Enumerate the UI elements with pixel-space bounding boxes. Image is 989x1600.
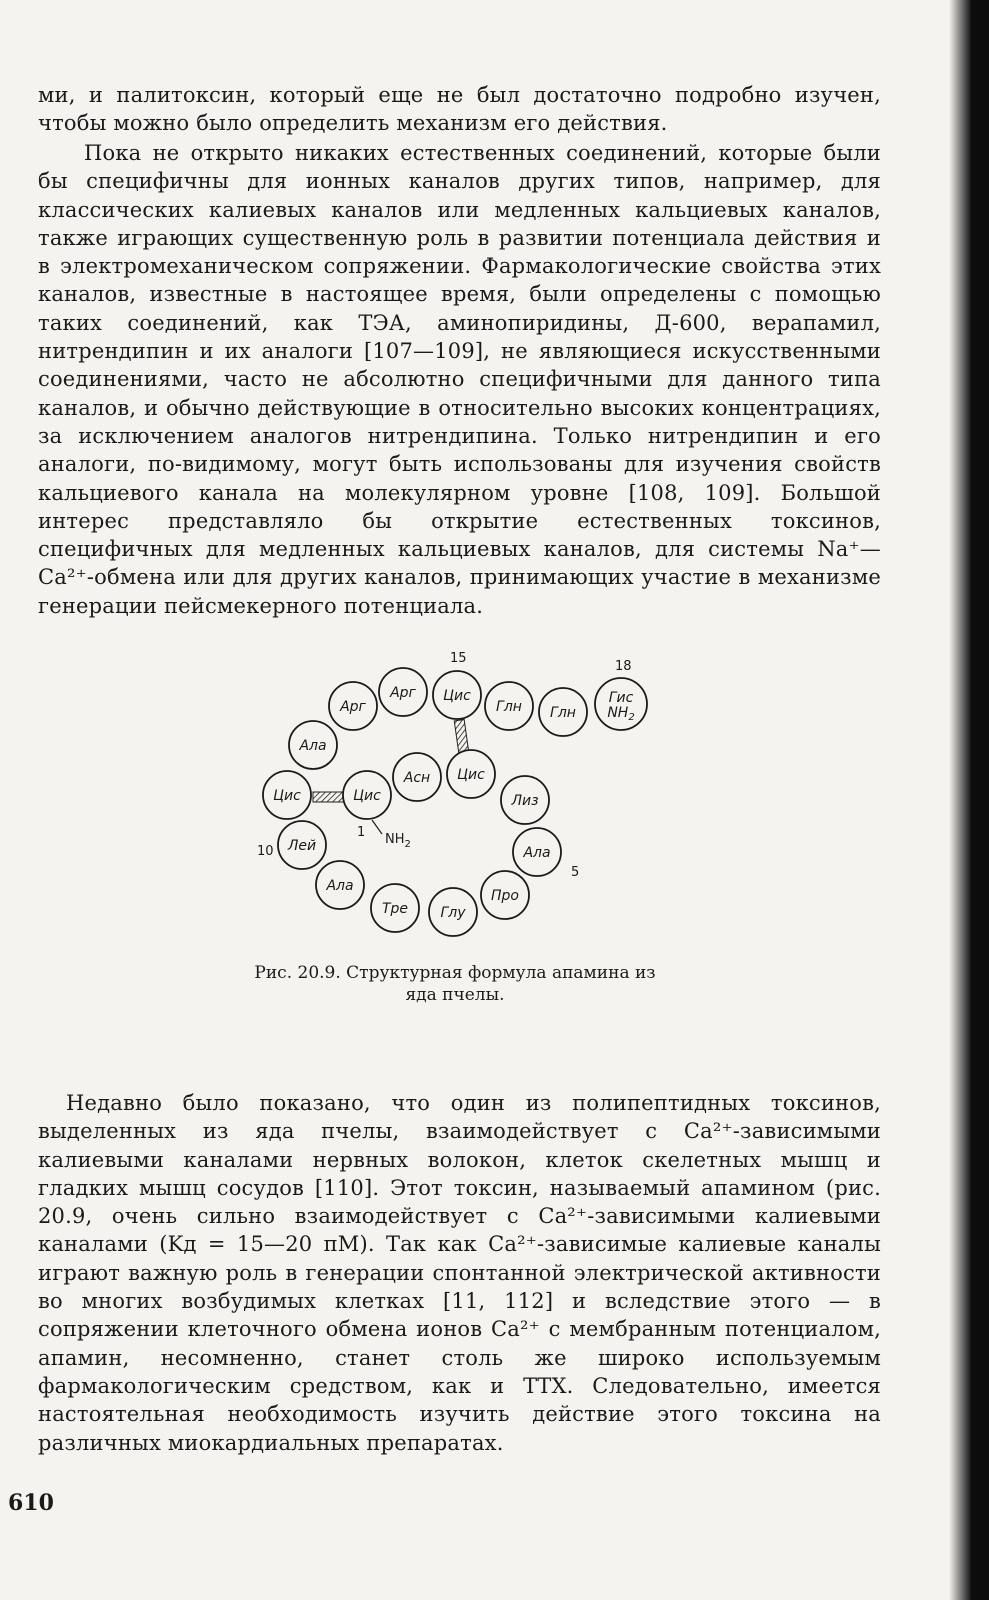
number-1: 1	[357, 825, 366, 840]
label-his-18-line1: Гис	[608, 690, 634, 706]
paragraph-1: ми, и палитоксин, который еще не был достаточно подробно изучен, чтобы можно было определить механизм его действия.	[38, 83, 881, 136]
figure-caption: Рис. 20.9. Структурная формула апамина из яда пчелы.	[254, 963, 656, 1005]
apamin-structure-diagram	[245, 640, 675, 950]
label-cys-15: Цис	[443, 688, 471, 704]
scan-edge-bar	[971, 0, 989, 1600]
label-glu-7: Глу	[440, 905, 466, 921]
number-18: 18	[615, 659, 632, 674]
label-ala-12: Ала	[299, 738, 327, 754]
paragraph-3: Недавно было показано, что один из полипептидных токсинов, выделенных из яда пчелы, взаимодействует с Ca²⁺-зависимыми калиевыми каналами нервных волокон, клеток скелетных мышц и гладких мышц сосудов [110]. Этот токсин, называемый апамином (рис. 20.9, очень сильно взаимодействует с Ca²⁺-зависимыми калиевыми каналами (Kд = 15—20 пМ). Так как Ca²⁺-зависимые калиевые каналы играют важную роль в генерации спонтанной электрической активности во многих возбудимых клетках [11, 112] и вследствие этого — в сопряжении клеточного обмена ионов Ca²⁺ с мембранным потенциалом, апамин, несомненно, станет столь же широко используемым фармакологическим средством, как и ТТХ. Следовательно, имеется настоятельная необходимость изучить действие этого токсина на различных миокардиальных препаратах.	[38, 1091, 881, 1455]
label-cys-1: Цис	[353, 788, 381, 804]
n-terminal-label: $NH_2$	[385, 832, 411, 850]
n-terminal-bond	[372, 820, 382, 834]
number-10: 10	[257, 844, 274, 859]
apamin-structure-figure	[245, 640, 675, 950]
label-arg-14: Арг	[390, 685, 416, 701]
label-arg-13: Арг	[340, 699, 366, 715]
label-lys-4: Лиз	[511, 793, 539, 809]
label-his-18-line2: $NH_2$	[607, 705, 635, 723]
label-cys-11: Цис	[273, 788, 301, 804]
label-gln-16: Глн	[496, 699, 522, 715]
label-gln-17: Глн	[550, 705, 576, 721]
label-cys-3: Цис	[457, 767, 485, 783]
disulfide-bond-1	[313, 792, 347, 802]
number-5: 5	[571, 865, 580, 880]
label-pro-6: Про	[491, 888, 519, 904]
paragraph-2: Пока не открыто никаких естественных соединений, которые были бы специфичны для ионных каналов других типов, например, для классических калиевых каналов или медленных кальциевых каналов, также играющих существенную роль в развитии потенциала действия и в электромеханическом сопряжении. Фармакологические свойства этих каналов, известные в настоящее время, были определены с помощью таких соединений, как ТЭА, аминопиридины, Д-600, верапамил, нитрендипин и их аналоги [107—109], не являющиеся искусственными соединениями, часто не абсолютно специфичными для данного типа каналов, и обычно действующие в относительно высоких концентрациях, за исключением аналогов нитрендипина. Только нитрендипин и его аналоги, по-видимому, могут быть использованы для изучения свойств кальциевого канала на молекулярном уровне [108, 109]. Большой интерес представляло бы открытие естественных токсинов, специфичных для медленных кальциевых каналов, для системы Na⁺—Ca²⁺-обмена или для других каналов, принимающих участие в механизме генерации пейсмекерного потенциала.	[38, 141, 881, 618]
page-number: 610	[8, 1490, 54, 1516]
label-asn-2: Асн	[403, 770, 431, 786]
label-leu-10: Лей	[287, 838, 317, 854]
label-thr-8: Тре	[381, 901, 409, 917]
number-15: 15	[450, 651, 467, 666]
label-ala-9: Ала	[326, 878, 354, 894]
label-ala-5: Ала	[523, 845, 551, 861]
